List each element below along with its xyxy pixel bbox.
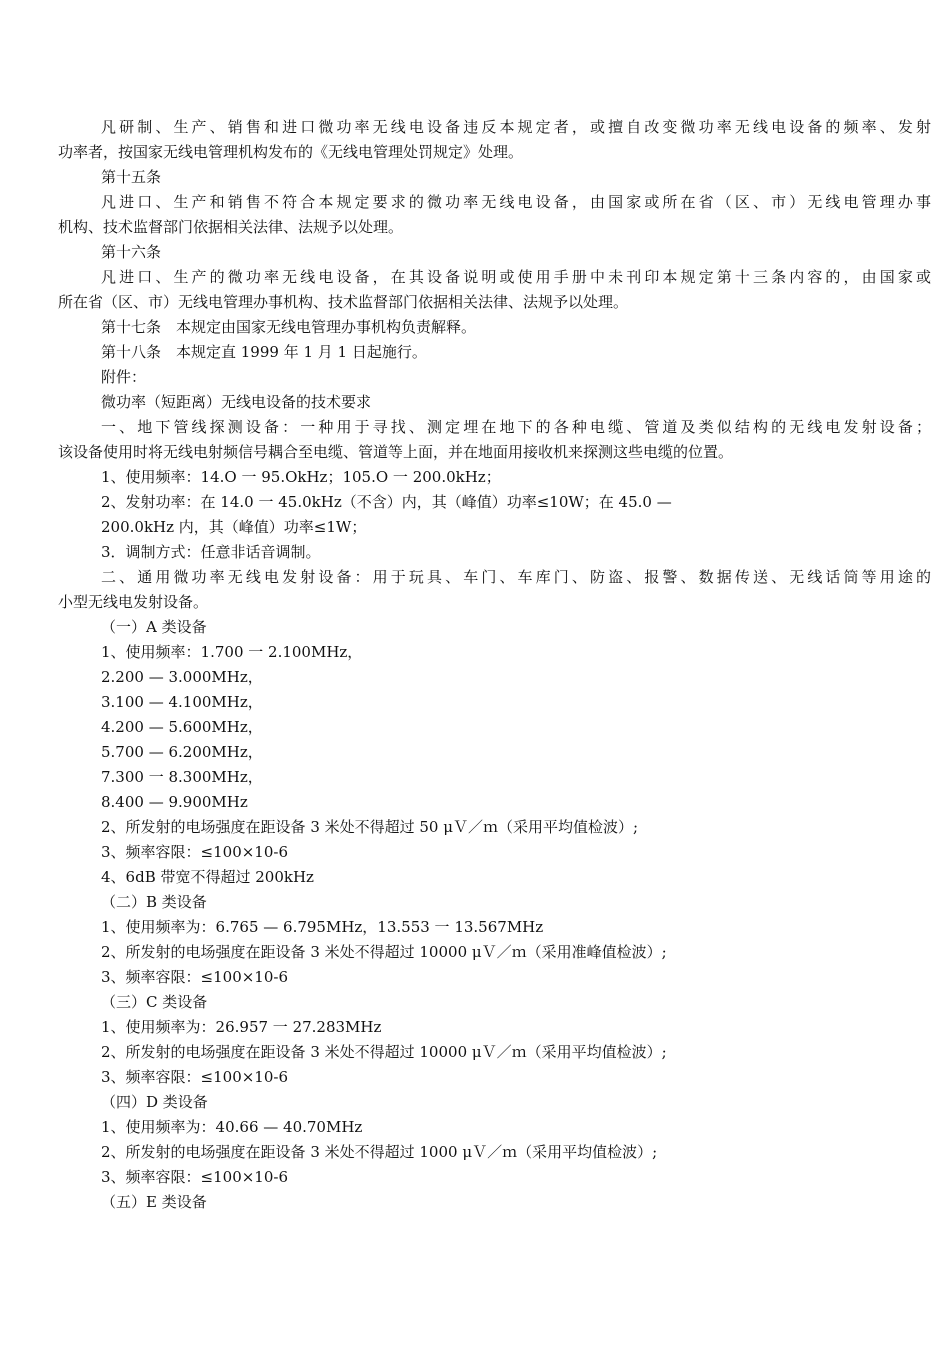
paragraph-line: 小型无线电发射设备。 <box>58 593 209 611</box>
list-item: 8.400 — 9.900MHz <box>101 793 248 811</box>
paragraph-line: 机构、技术监督部门依据相关法律、法规予以处理。 <box>58 218 404 236</box>
list-item: 3.100 — 4.100MHz， <box>101 693 263 711</box>
paragraph-line: 一、地下管线探测设备：一种用于寻找、测定埋在地下的各种电缆、管道及类似结构的无线电发射设备； <box>101 418 931 436</box>
list-item: 2、所发射的电场强度在距设备 3 米处不得超过 10000 μＶ／ｍ（采用准峰值检波）; <box>101 943 667 961</box>
list-item: 1、使用频率为：6.765 — 6.795MHz，13.553 一 13.567MHz <box>101 918 544 936</box>
section-heading: （一）A 类设备 <box>101 618 207 636</box>
attachment-title: 微功率（短距离）无线电设备的技术要求 <box>101 393 372 411</box>
section-heading: （三）C 类设备 <box>101 993 208 1011</box>
list-item: 4.200 — 5.600MHz， <box>101 718 263 736</box>
attachment-label: 附件： <box>101 368 147 386</box>
article-heading: 第十五条 <box>101 168 162 186</box>
list-item: 1、使用频率为：26.957 一 27.283MHz <box>101 1018 382 1036</box>
article-heading: 第十六条 <box>101 243 162 261</box>
paragraph-line: 凡研制、生产、销售和进口微功率无线电设备违反本规定者，或擅自改变微功率无线电设备的频率、发射 <box>101 118 931 136</box>
list-item: 200.0kHz 内，其（峰值）功率≤1W； <box>101 518 367 536</box>
paragraph-line: 二、通用微功率无线电发射设备：用于玩具、车门、车库门、防盗、报警、数据传送、无线话筒等用途的 <box>101 568 931 586</box>
list-item: 2、所发射的电场强度在距设备 3 米处不得超过 50 μＶ／ｍ（采用平均值检波）; <box>101 818 639 836</box>
list-item: 2、所发射的电场强度在距设备 3 米处不得超过 10000 μＶ／ｍ（采用平均值检波）; <box>101 1043 667 1061</box>
list-item: 3、频率容限：≤100×10-6 <box>101 1168 289 1186</box>
list-item: 3、频率容限：≤100×10-6 <box>101 843 289 861</box>
article-line: 第十七条 本规定由国家无线电管理办事机构负责解释。 <box>101 318 477 336</box>
list-item: 3、频率容限：≤100×10-6 <box>101 968 289 986</box>
list-item: 2、发射功率：在 14.0 一 45.0kHz（不含）内，其（峰值）功率≤10W；在 45.0 — <box>101 493 672 511</box>
list-item: 1、使用频率为：40.66 — 40.70MHz <box>101 1118 363 1136</box>
list-item: 2、所发射的电场强度在距设备 3 米处不得超过 1000 μＶ／ｍ（采用平均值检波）; <box>101 1143 658 1161</box>
section-heading: （五）E 类设备 <box>101 1193 207 1211</box>
paragraph-line: 功率者，按国家无线电管理机构发布的《无线电管理处罚规定》处理。 <box>58 143 524 161</box>
list-item: 2.200 — 3.000MHz， <box>101 668 263 686</box>
section-heading: （二）B 类设备 <box>101 893 207 911</box>
list-item: 3．调制方式：任意非话音调制。 <box>101 543 321 561</box>
list-item: 4、6dB 带宽不得超过 200kHz <box>101 868 314 886</box>
paragraph-line: 凡进口、生产和销售不符合本规定要求的微功率无线电设备，由国家或所在省（区、市）无线电管理办事 <box>101 193 931 211</box>
list-item: 3、频率容限：≤100×10-6 <box>101 1068 289 1086</box>
list-item: 1、使用频率：14.O 一 95.OkHz；105.O 一 200.0kHz； <box>101 468 501 486</box>
list-item: 7.300 一 8.300MHz， <box>101 768 263 786</box>
list-item: 5.700 — 6.200MHz， <box>101 743 263 761</box>
list-item: 1、使用频率：1.700 一 2.100MHz， <box>101 643 363 661</box>
paragraph-line: 凡进口、生产的微功率无线电设备，在其设备说明或使用手册中未刊印本规定第十三条内容的，由国家或 <box>101 268 931 286</box>
section-heading: （四）D 类设备 <box>101 1093 208 1111</box>
paragraph-line: 该设备使用时将无线电射频信号耦合至电缆、管道等上面，并在地面用接收机来探测这些电缆的位置。 <box>58 443 734 461</box>
article-line: 第十八条 本规定直 1999 年 1 月 1 日起施行。 <box>101 343 427 361</box>
paragraph-line: 所在省（区、市）无线电管理办事机构、技术监督部门依据相关法律、法规予以处理。 <box>58 293 629 311</box>
